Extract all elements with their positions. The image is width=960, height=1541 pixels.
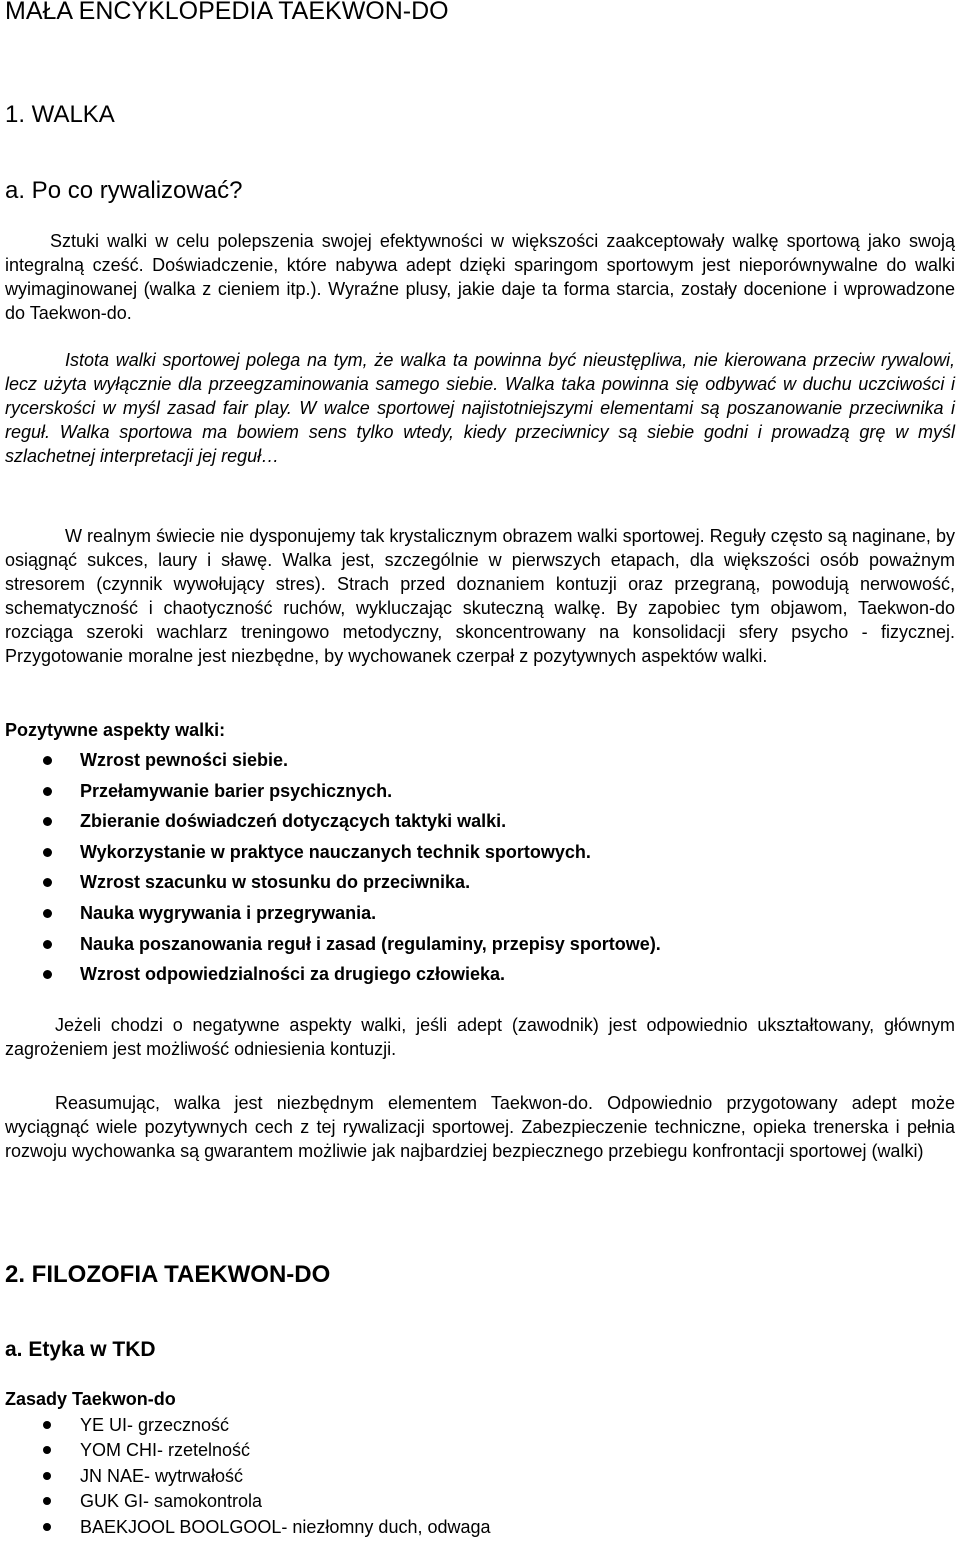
list-item: [5, 1464, 491, 1489]
list-item: [5, 748, 661, 779]
list-item-text: BAEKJOOL BOOLGOOL- niezłomny duch, odwaga: [80, 1516, 491, 1537]
bullet-icon: [43, 940, 52, 949]
list-item-text: Nauka wygrywania i przegrywania.: [80, 902, 377, 923]
list-item-text: GUK GI- samokontrola: [80, 1491, 263, 1512]
list-item-text: YOM CHI- rzetelność: [80, 1440, 251, 1461]
paragraph-istota-walki: Istota walki sportowej polega na tym, że walka ta powinna być nieustępliwa, nie kierowana przeciw rywalowi, lecz użyta wyłącznie dla przeegzaminowania samego siebie. Walka taka powinna się odbywać w duchu uczciwości i rycerskości w myśl zasad fair play. W walce sportowej najistotniejszymi elementami są poszanowanie przeciwnika i reguł. Walka sportowa ma bowiem sens tylko wtedy, kiedy przeciwnicy są siebie godni i prowadzą grę w myśl szlachetnej interpretacji jej reguł…: [5, 350, 955, 466]
list-item: [5, 901, 661, 932]
list-item: [5, 1515, 491, 1540]
list-item-text: Nauka poszanowania reguł i zasad (regulaminy, przepisy sportowe).: [80, 933, 661, 954]
subsection-heading-po-co-rywalizowac: a. Po co rywalizować?: [5, 177, 243, 204]
list-item: [5, 962, 661, 993]
paragraph-negatywne-aspekty: Jeżeli chodzi o negatywne aspekty walki, jeśli adept (zawodnik) jest odpowiednio ukształtowany, głównym zagrożeniem jest możliwość odniesienia kontuzji.: [5, 1015, 955, 1059]
paragraph-intro: Sztuki walki w celu polepszenia swojej efektywności w większości zaakceptowały walkę sportową jako swoją integralną cześć. Doświadczenie, które nabywa adept dzięki sparingom sportowym jest nieporównywalne do walki wyimaginowanej (walka z cieniem itp.). Wyraźne plusy, jakie daje ta forma starcia, zostały docenione i wprowadzone do Taekwon-do.: [5, 231, 955, 323]
bullet-icon: [43, 1497, 51, 1505]
bullet-icon: [43, 909, 52, 918]
principles-list: [5, 1413, 491, 1540]
list-item: [5, 1489, 491, 1514]
list-item: [5, 932, 661, 963]
principles-heading: Zasady Taekwon-do: [5, 1389, 176, 1409]
section-heading-walka: 1. WALKA: [5, 101, 115, 128]
list-item: [5, 809, 661, 840]
list-item-text: YE UI- grzeczność: [80, 1415, 230, 1435]
list-item-text: Wzrost szacunku w stosunku do przeciwnika.: [80, 872, 471, 893]
paragraph-reasumujac: Reasumując, walka jest niezbędnym elementem Taekwon-do. Odpowiednio przygotowany adept może wyciągnąć wiele pozytywnych cech z tej rywalizacji sportowej. Zabezpieczenie techniczne, opieka trenerska i pełnia rozwoju wychowanka są gwarantem możliwie jak najbardziej bezpiecznego przebiegu konfrontacji sportowej (walki): [5, 1093, 955, 1161]
bullet-icon: [43, 787, 52, 796]
bullet-icon: [43, 878, 52, 887]
bullet-icon: [43, 1523, 51, 1531]
bullet-icon: [43, 970, 52, 979]
bullet-icon: [43, 848, 52, 857]
bullet-icon: [43, 1446, 51, 1454]
positive-aspects-heading: Pozytywne aspekty walki:: [5, 720, 226, 740]
list-item: [5, 870, 661, 901]
list-item: [5, 840, 661, 871]
subsection-heading-etyka: a. Etyka w TKD: [5, 1338, 156, 1361]
list-item: [5, 779, 661, 810]
list-item-text: Wzrost odpowiedzialności za drugiego człowieka.: [80, 964, 506, 985]
list-item-text: Wykorzystanie w praktyce nauczanych technik sportowych.: [80, 841, 591, 862]
bullet-icon: [43, 1421, 51, 1429]
list-item-text: JN NAE- wytrwałość: [80, 1465, 244, 1486]
section-heading-filozofia: 2. FILOZOFIA TAEKWON-DO: [5, 1261, 331, 1288]
bullet-icon: [43, 817, 52, 826]
list-item-text: Zbieranie doświadczeń dotyczących taktyki walki.: [80, 811, 507, 832]
document-title: MAŁA ENCYKLOPEDIA TAEKWON-DO: [5, 0, 449, 25]
list-item: [5, 1438, 491, 1463]
list-item: [5, 1413, 491, 1438]
bullet-icon: [43, 756, 52, 765]
positive-aspects-list: [5, 748, 661, 993]
list-item-text: Wzrost pewności siebie.: [80, 750, 289, 770]
bullet-icon: [43, 1472, 51, 1480]
list-item-text: Przełamywanie barier psychicznych.: [80, 780, 393, 801]
paragraph-realny-swiat: W realnym świecie nie dysponujemy tak krystalicznym obrazem walki sportowej. Reguły często są naginane, by osiągnąć sukces, laury i sławę. Walka jest, szczególnie w pierwszych etapach, dla większości osób poważnym stresorem (czynnik wywołujący stres). Strach przed doznaniem kontuzji oraz przegraną, powodują nerwowość, schematyczność i chaotyczność ruchów, wykluczając skuteczną walkę. By zapobiec tym objawom, Taekwon-do rozciąga szeroki wachlarz treningowo metodyczny, skoncentrowany na konsolidacji sfery psycho - fizycznej. Przygotowanie moralne jest niezbędne, by wychowanek czerpał z pozytywnych aspektów walki.: [5, 526, 955, 666]
